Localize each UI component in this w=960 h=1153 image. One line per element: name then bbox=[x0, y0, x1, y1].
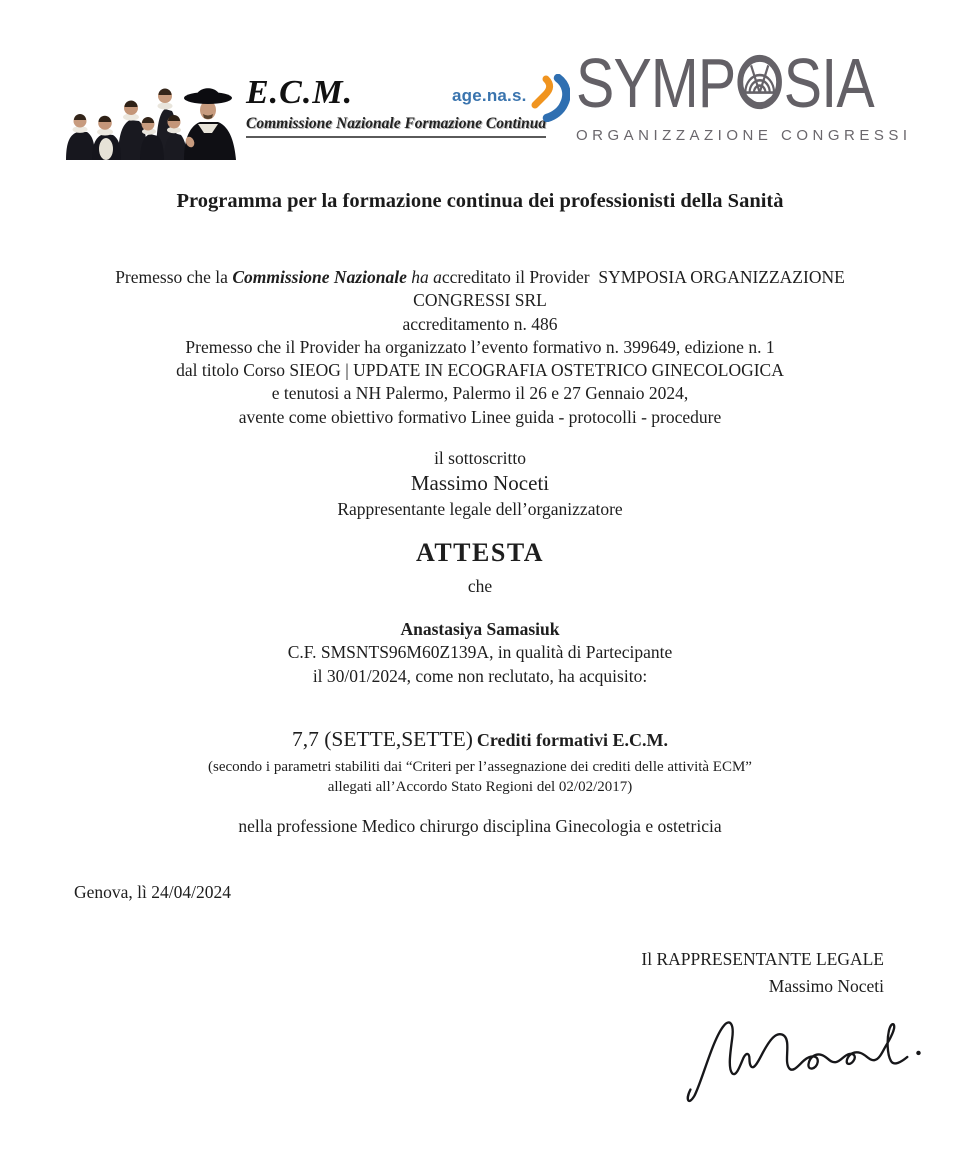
premise-line-4: Premesso che il Provider ha organizzato l’evento formativo n. 399649, edizione n. 1 bbox=[185, 336, 775, 357]
symposia-word-right: SIA bbox=[783, 44, 874, 122]
legal-representative-block bbox=[641, 946, 884, 1000]
symposia-subtitle: ORGANIZZAZIONE CONGRESSI bbox=[576, 127, 912, 144]
attest-che: che bbox=[467, 576, 493, 596]
participant-block bbox=[0, 618, 960, 688]
premise-line-7: avente come obiettivo formativo Linee guida - protocolli - procedure bbox=[238, 406, 722, 427]
legal-representative-role: Il RAPPRESENTANTE LEGALE bbox=[641, 949, 884, 969]
credits-amount: 7,7 (SETTE,SETTE) bbox=[291, 727, 473, 751]
participant-cf-line: C.F. SMSNTS96M60Z139A, in qualità di Partecipante bbox=[287, 642, 673, 663]
premise-line-5: dal titolo Corso SIEOG | UPDATE IN ECOGRAFIA OSTETRICO GINECOLOGICA bbox=[176, 360, 784, 381]
symposia-wordmark bbox=[576, 44, 874, 122]
anatomy-lesson-painting bbox=[60, 72, 242, 160]
participant-name: Anastasiya Samasiuk bbox=[400, 619, 560, 639]
declarant-block bbox=[0, 448, 960, 520]
premise-line-3: accreditamento n. 486 bbox=[402, 313, 558, 334]
credits-main-line bbox=[0, 724, 960, 757]
legal-representative-name: Massimo Noceti bbox=[768, 976, 884, 996]
premise-line-1: Premesso che la Commissione Nazionale ha accreditato il Provider SYMPOSIA ORGANIZZAZIONE bbox=[115, 267, 845, 287]
ecm-title: E.C.M. bbox=[246, 74, 354, 111]
profession-line: nella professione Medico chirurgo disciplina Ginecologia e ostetricia bbox=[238, 816, 722, 836]
premise-line-2: CONGRESSI SRL bbox=[413, 290, 547, 311]
handwritten-signature bbox=[680, 1000, 935, 1117]
symposia-word-left: SYMP bbox=[576, 44, 736, 122]
document-title: Programma per la formazione continua dei professionisti della Sanità bbox=[176, 190, 784, 212]
declarant-role: Rappresentante legale dell’organizzatore bbox=[337, 499, 623, 519]
ecm-subtitle: Commissione Nazionale Formazione Continua bbox=[246, 115, 546, 138]
participant-date-line: il 30/01/2024, come non reclutato, ha acquisito: bbox=[312, 665, 648, 686]
attest-word: ATTESTA bbox=[415, 538, 545, 567]
credits-note-1: (secondo i parametri stabiliti dai “Criteri per l’assegnazione dei crediti delle attività ECM” bbox=[208, 759, 752, 775]
place-date: Genova, lì 24/04/2024 bbox=[74, 882, 231, 902]
credits-label: Crediti formativi E.C.M. bbox=[476, 730, 669, 750]
agenas-logo bbox=[452, 74, 570, 127]
premise-paragraph bbox=[70, 266, 890, 429]
agenas-x-icon bbox=[530, 74, 570, 127]
credits-block bbox=[0, 724, 960, 797]
credits-note-2: allegati all’Accordo Stato Regioni del 02/02/2017) bbox=[327, 779, 633, 795]
symposia-amphitheater-icon bbox=[735, 51, 784, 107]
symposia-logo bbox=[576, 44, 936, 144]
premise-line-6: e tenutosi a NH Palermo, Palermo il 26 e 27 Gennaio 2024, bbox=[271, 383, 689, 404]
attest-block bbox=[0, 538, 960, 597]
declarant-name: Massimo Noceti bbox=[410, 471, 550, 495]
declarant-intro: il sottoscritto bbox=[434, 448, 526, 468]
agenas-label: age.na.s. bbox=[452, 86, 527, 105]
